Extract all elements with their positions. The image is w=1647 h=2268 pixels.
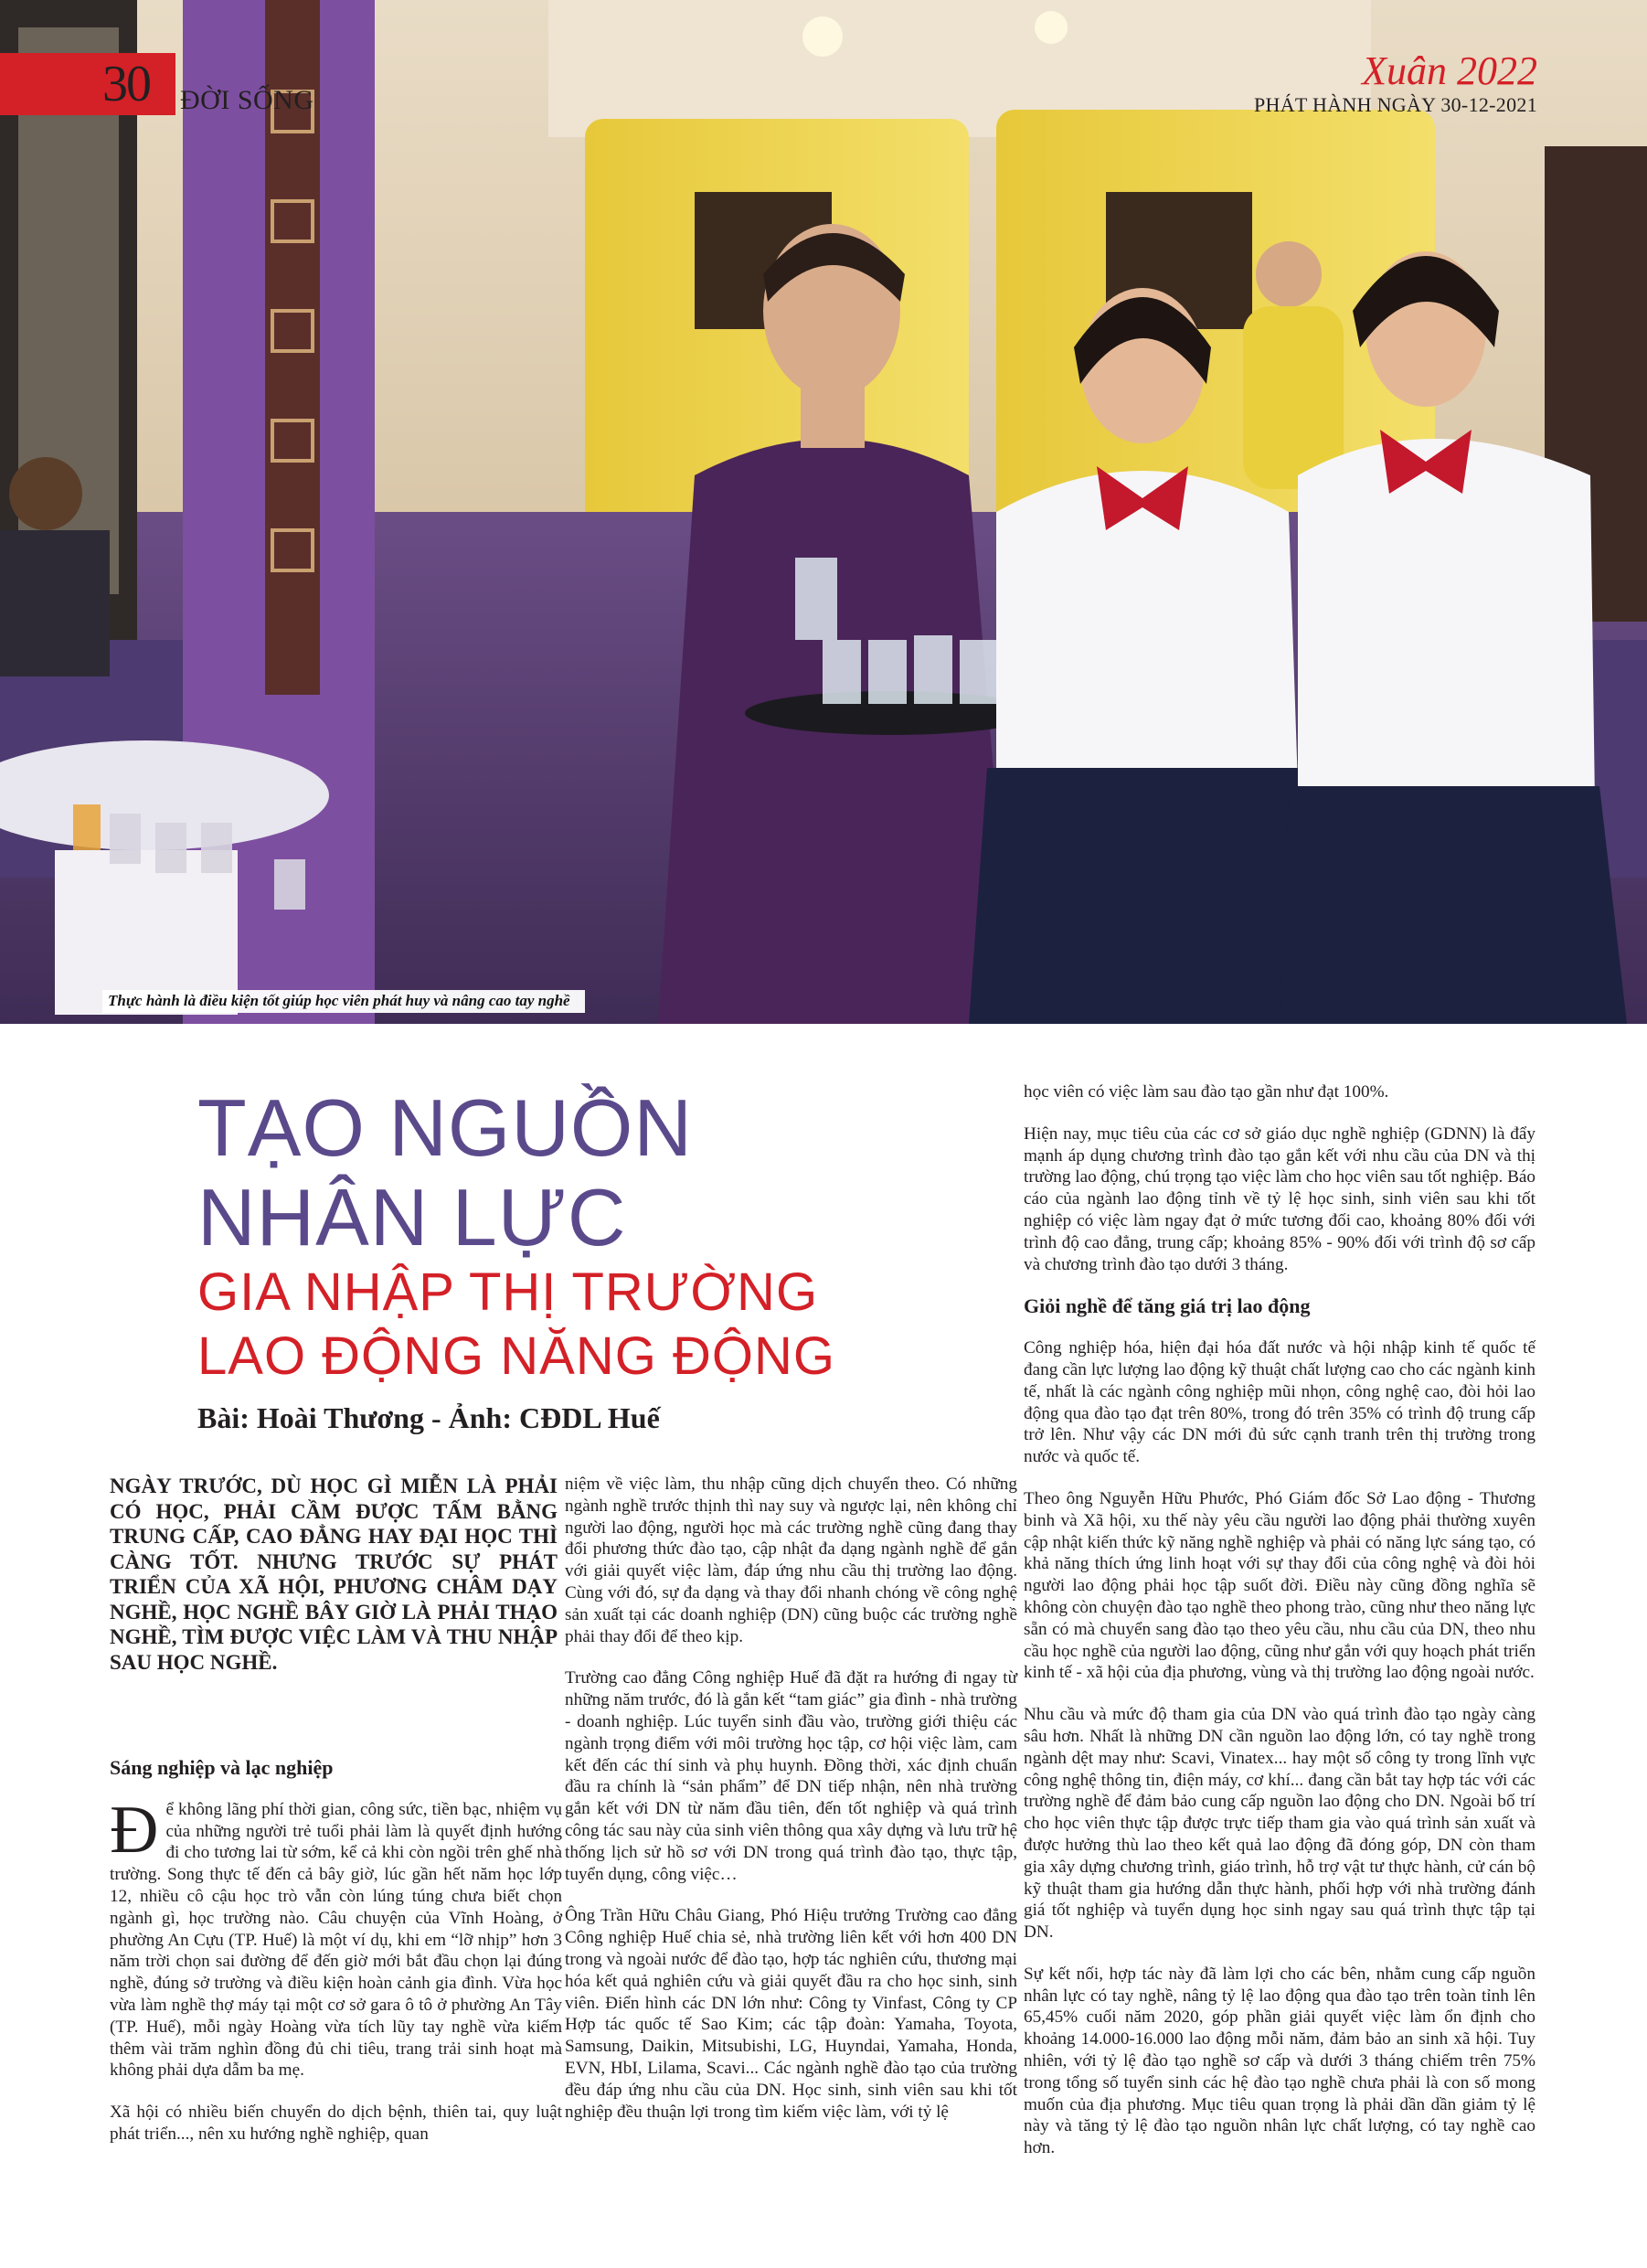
- paragraph: Xã hội có nhiều biến chuyển do dịch bệnh, thiên tai, quy luật phát triển..., nên xu hướng nghề nghiệp, quan: [110, 2103, 562, 2144]
- subheadline-line-2: LAO ĐỘNG NĂNG ĐỘNG: [197, 1326, 835, 1386]
- hero-photo: [0, 0, 1647, 1024]
- release-date: PHÁT HÀNH NGÀY 30-12-2021: [1254, 93, 1537, 116]
- paragraph: Nhu cầu và mức độ tham gia của DN vào quá trình đào tạo ngày càng sâu hơn. Nhất là những DN cần nguồn lao động lớn, có tay nghề trong ngành dệt may như: Scavi, Vinatex... hay một số công ty trong lĩnh vực công nghệ thông tin, điện máy, cơ khí... đang cần bắt tay hợp tác với các trường nghề để đảm bảo cung cấp nguồn lao động cho DN. Ngoài bố trí cho học viên thực tập được trực tiếp tham gia vào quá trình sản xuất và được hưởng thù lao theo kết quả lao động đã đóng góp, DN còn tham gia xây dựng chương trình, giáo trình, hỗ trợ vật tư thực hành, cử cán bộ kỹ thuật tham gia hướng dẫn thực hành, phối hợp với nhà trường đánh giá tốt nghiệp và tuyển dụng học sinh ngay sau quá trình thực tập tại DN.: [1024, 1705, 1535, 1943]
- headline-line-1: TẠO NGUỒN: [197, 1082, 693, 1173]
- section-title: ĐỜI SỐNG: [180, 85, 314, 115]
- paragraph: Hiện nay, mục tiêu của các cơ sở giáo dục nghề nghiệp (GDNN) là đẩy mạnh áp dụng chương trình đào tạo gắn kết với nhu cầu của DN và thị trường lao động, chú trọng tạo việc làm cho học viên sau tốt nghiệp. Báo cáo của ngành lao động tỉnh về tỷ lệ học sinh, sinh viên sau khi tốt nghiệp có việc làm ngay đạt ở mức tương đối cao, khoảng 80% đối với trình độ cao đẳng, trung cấp; khoảng 85% - 90% đối với trình độ sơ cấp và chương trình đào tạo dưới 3 tháng.: [1024, 1123, 1535, 1274]
- byline: Bài: Hoài Thương - Ảnh: CĐDL Huế: [197, 1401, 660, 1434]
- paragraph: Sự kết nối, hợp tác này đã làm lợi cho các bên, nhằm cung cấp nguồn nhân lực có tay nghề, nâng tỷ lệ lao động qua đào tạo trên toàn tỉnh lên 65,45% cuối năm 2020, góp phần giải quyết việc làm ổn định cho khoảng 14.000-16.000 lao động mỗi năm, đảm bảo an sinh xã hội. Tuy nhiên, với tỷ lệ đào tạo nghề sơ cấp và dưới 3 tháng chiếm trên 75% trong tổng số tuyển sinh các hệ đào tạo nghề chưa phải là con số mong muốn của địa phương. Mục tiêu quan trọng là phải dần dần giảm tỷ lệ này và tăng tỷ lệ đào tạo nguồn nhân lực chất lượng, có tay nghề cao hơn.: [1024, 1964, 1535, 2158]
- subheading: Sáng nghiệp và lạc nghiệp: [110, 1756, 334, 1779]
- photo-caption: Thực hành là điều kiện tốt giúp học viên phát huy và nâng cao tay nghề: [102, 990, 585, 1013]
- article-column-1: [110, 1757, 562, 2166]
- subheading: Giỏi nghề để tăng giá trị lao động: [1024, 1294, 1311, 1318]
- restaurant-scene-illustration: [0, 0, 1647, 1024]
- subheadline-line-1: GIA NHẬP THỊ TRƯỜNG: [197, 1262, 819, 1322]
- paragraph: Theo ông Nguyễn Hữu Phước, Phó Giám đốc Sở Lao động - Thương binh và Xã hội, xu thế này yêu cầu người lao động phải thường xuyên cập nhật kiến thức kỹ năng nghề nghiệp và phải có năng lực sáng tạo, có khả năng thích ứng linh hoạt với sự thay đổi của công nghệ và đòi hỏi người lao động phải học tập suốt đời. Điều này cũng đồng nghĩa sẽ không còn chuyện đào tạo nghề theo phong trào, cũng như theo năng lực sẵn có mà chuyển sang đào tạo theo yêu cầu, nhu cầu của DN, theo nhu cầu học nghề của người lao động, cũng như gắn với quy hoạch phát triển kinh tế - xã hội của địa phương, vùng và thị trường lao động ngoài nước.: [1024, 1488, 1535, 1683]
- paragraph-text: ể không lãng phí thời gian, công sức, tiền bạc, nhiệm vụ của những người trẻ tuổi phải làm là quyết định hướng đi cho tương lai từ sớm, kể cả khi còn ngồi trên ghế nhà trường. Song thực tế đến cả bây giờ, lúc gần hết năm học lớp 12, nhiều cô cậu học trò vẫn còn lúng túng chưa biết chọn ngành gì, học trường nào. Câu chuyện của Vĩnh Hoàng, ở phường An Cựu (TP. Huế) là một ví dụ, khi em “lỡ nhịp” hơn 3 năm trời chọn sai đường để đến giờ mới bắt đầu chọn lại đúng nghề, đúng sở trường và điều kiện hoàn cảnh gia đình. Vừa học vừa làm nghề thợ máy tại một cơ sở gara ô tô ở phường An Tây (TP. Huế), mỗi ngày Hoàng vừa tích lũy tay nghề vừa kiếm thêm vài trăm nghìn đồng đủ chi tiêu, trang trải sinh hoạt mà không phải dựa dẫm ba mẹ.: [110, 1799, 562, 2081]
- paragraph: [110, 1792, 562, 2082]
- issue-title: Xuân 2022: [1362, 48, 1537, 93]
- paragraph: Trường cao đẳng Công nghiệp Huế đã đặt ra hướng đi ngay từ những năm trước, đó là gắn kết “tam giác” gia đình - nhà trường - doanh nghiệp. Lúc tuyển sinh đầu vào, trường giới thiệu các ngành trọng điểm với môi trường học tập, cơ hội việc làm, cam kết đến các thí sinh và phụ huynh. Đồng thời, xác định chuẩn đầu ra chính là “sản phẩm” để DN tiếp nhận, nên nhà trường gắn kết với DN từ năm đầu tiên, đến tốt nghiệp và quá trình công tác sau này của sinh viên thông qua xây dựng và lưu trữ hệ thống lịch sử hồ sơ với DN trong quá trình đào tạo, thực tập, tuyển dụng, công việc…: [565, 1668, 1017, 1884]
- headline-line-2: NHÂN LỰC: [197, 1172, 627, 1262]
- drop-cap: Đ: [110, 1792, 159, 1868]
- paragraph: niệm về việc làm, thu nhập cũng dịch chuyển theo. Có những ngành nghề trước thịnh thì nay suy và ngược lại, nên không chỉ người lao động, người học mà các trường nghề cũng đang thay đổi phương thức đào tạo, cập nhật đa dạng ngành nghề để gắn với giải quyết việc làm, đáp ứng nhu cầu thị trường lao động. Cùng với đó, sự đa dạng và thay đổi nhanh chóng về công nghệ sản xuất tại các doanh nghiệp (DN) cũng buộc các trường nghề phải thay đổi để theo kịp.: [565, 1475, 1017, 1646]
- lead-paragraph: NGÀY TRƯỚC, DÙ HỌC GÌ MIỄN LÀ PHẢI CÓ HỌC, PHẢI CẦM ĐƯỢC TẤM BẰNG TRUNG CẤP, CAO ĐẲNG HAY ĐẠI HỌC THÌ CÀNG TỐT. NHƯNG TRƯỚC SỰ PHÁT TRIỂN CỦA XÃ HỘI, PHƯƠNG CHÂM DẠY NGHỀ, HỌC NGHỀ BÂY GIỜ LÀ PHẢI THẠO NGHỀ, TÌM ĐƯỢC VIỆC LÀM VÀ THU NHẬP SAU HỌC NGHỀ.: [110, 1475, 558, 1674]
- page-number: 30: [102, 56, 150, 112]
- paragraph: Ông Trần Hữu Châu Giang, Phó Hiệu trưởng Trường cao đẳng Công nghiệp Huế chia sẻ, nhà trường liên kết với hơn 400 DN trong và ngoài nước để đào tạo, hợp tác nghiên cứu, thương mại hóa kết quả nghiên cứu và giải quyết đầu ra cho học sinh, sinh viên. Điển hình các DN lớn như: Công ty Vinfast, Công ty CP Hợp tác quốc tế Sao Kim; các tập đoàn: Yamaha, Toyota, Samsung, Daikin, Mitsubishi, LG, Huyndai, Yamaha, Honda, EVN, HbI, Lilama, Scavi... Các ngành nghề đào tạo của trường đều đáp ứng nhu cầu của DN. Học sinh, sinh viên sau khi tốt nghiệp đều thuận lợi trong tìm kiếm việc làm, với tỷ lệ: [565, 1906, 1017, 2122]
- article-column-2: [565, 1474, 1017, 2143]
- article-column-3: [1024, 1081, 1535, 2179]
- paragraph: học viên có việc làm sau đào tạo gần như đạt 100%.: [1024, 1082, 1389, 1102]
- paragraph: Công nghiệp hóa, hiện đại hóa đất nước và hội nhập kinh tế quốc tế đang cần lực lượng lao động kỹ thuật chất lượng cao cho các ngành kinh tế, nhất là các ngành công nghiệp mũi nhọn, công nghệ cao, đòi hỏi lao động qua đào tạo đạt trên 80%, trong đó trên 35% có trình độ trung cấp trở lên. Như vậy các DN mới đủ sức cạnh tranh trên thị trường trong nước và quốc tế.: [1024, 1338, 1535, 1467]
